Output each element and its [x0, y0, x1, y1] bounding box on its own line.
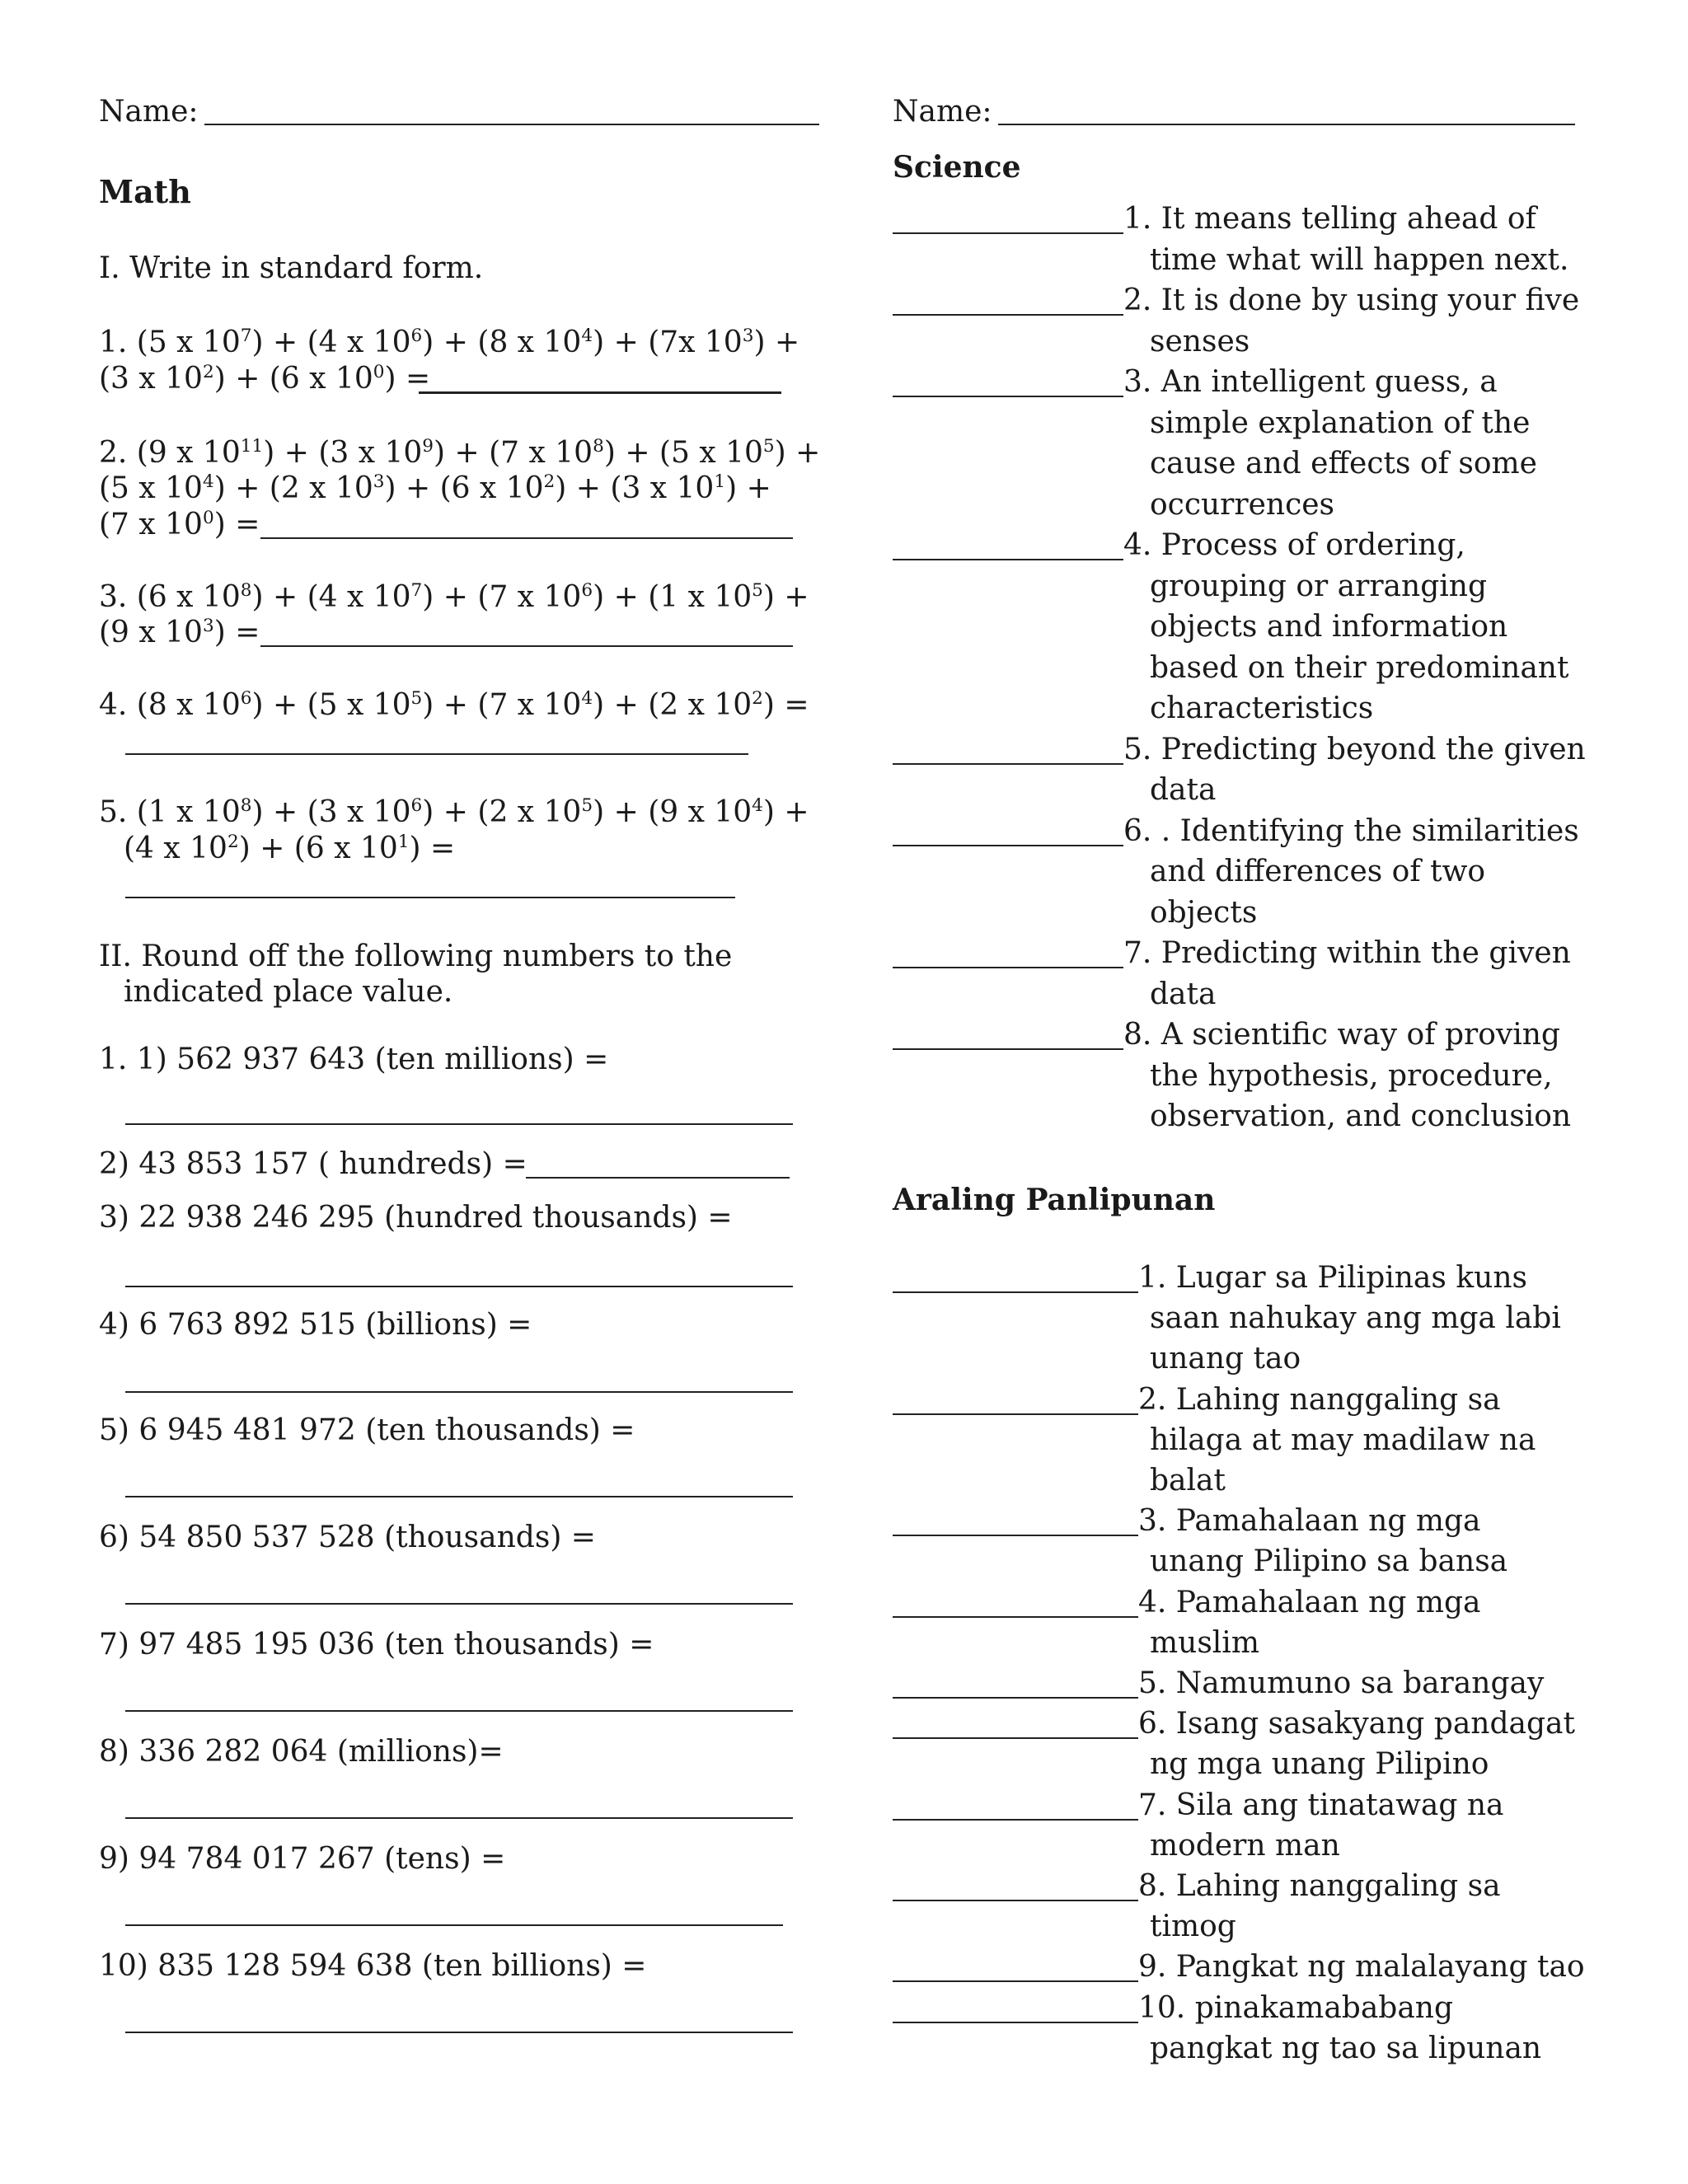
science-item-8-line-1: 8. A scientific way of proving [1123, 1018, 1560, 1052]
ap-item-1-line-1: 1. Lugar sa Pilipinas kuns [1138, 1261, 1527, 1295]
science-item-4-line-1: 4. Process of ordering, [1123, 528, 1465, 562]
science-answer-line-2[interactable] [893, 314, 1123, 316]
ap-answer-line-7[interactable] [893, 1819, 1138, 1821]
p1-q1-answer-line[interactable] [419, 391, 781, 394]
p1-q4-line1: 4. (8 x $10^6) + (5$ x $10^5) + (7$ x $10^4) + (2$ x $10^2$) = [99, 688, 809, 722]
science-item-7-line-2: data [1150, 977, 1217, 1011]
ap-item-7-line-1: 7. Sila ang tinatawag na [1138, 1788, 1504, 1822]
science-item-6-line-2: and differences of two [1150, 855, 1486, 888]
part2-heading-line1: II. Round off the following numbers to the [99, 940, 733, 973]
p2-item-2: 2) 43 853 157 ( hundreds) = [99, 1147, 528, 1181]
name-input-line-right[interactable] [998, 124, 1575, 125]
ap-item-1-line-3: unang tao [1150, 1342, 1301, 1376]
ap-answer-line-9[interactable] [893, 1980, 1138, 1982]
p2-item-2-answer-line[interactable] [526, 1177, 790, 1179]
p1-q2-line1: 2. (9 x $10^{11}) + (3$ x $10^9) + (7$ x $10^8) + (5$ x $10^5$) + [99, 436, 821, 470]
part2-heading-line2: indicated place value. [124, 975, 453, 1009]
ap-item-10-line-1: 10. pinakamababang [1138, 1990, 1454, 2025]
p1-q1-line1: 1. (5 x $10^7) + (4$ x $10^6) + (8$ x $10^4) + (7x$ $10^3$) + [99, 326, 800, 359]
part1-heading: I. Write in standard form. [99, 251, 484, 285]
science-item-8-line-2: the hypothesis, procedure, [1150, 1058, 1553, 1093]
ap-item-3-line-1: 3. Pamahalaan ng mga [1138, 1504, 1481, 1539]
science-item-3-line-1: 3. An intelligent guess, a [1123, 365, 1498, 399]
science-item-5-line-2: data [1150, 773, 1217, 807]
p2-item-5: 5) 6 945 481 972 (ten thousands) = [99, 1413, 635, 1447]
name-input-line[interactable] [204, 124, 819, 125]
science-answer-line-8[interactable] [893, 1048, 1123, 1050]
ap-answer-line-2[interactable] [893, 1413, 1138, 1415]
ap-item-9-line-1: 9. Pangkat ng malalayang tao [1138, 1950, 1585, 1985]
p1-q2-line2: (5 x $10^4) + (2$ x $10^3) + (6$ x $10^2) + (3$ x $10^1$) + [99, 471, 771, 505]
p2-item-9: 9) 94 784 017 267 (tens) = [99, 1842, 506, 1876]
ap-item-5-line-1: 5. Namumuno sa barangay [1138, 1666, 1545, 1700]
science-answer-line-7[interactable] [893, 967, 1123, 968]
science-item-4-line-4: based on their predominant [1150, 650, 1569, 685]
p2-item-3: 3) 22 938 246 295 (hundred thousands) = [99, 1201, 733, 1235]
ap-item-4-line-1: 4. Pamahalaan ng mga [1138, 1585, 1481, 1619]
p1-q5-line1: 5. (1 x $10^8) + (3$ x $10^6) + (2$ x $10^5) + (9$ x $10^4$) + [99, 795, 809, 829]
ap-heading: Araling Panlipunan [893, 1183, 1216, 1217]
ap-answer-line-4[interactable] [893, 1616, 1138, 1618]
ap-answer-line-1[interactable] [893, 1291, 1138, 1293]
p1-q3-line1: 3. (6 x $10^8) + (4$ x $10^7) + (7$ x $10^6) + (1$ x $10^5$) + [99, 580, 809, 614]
science-answer-line-6[interactable] [893, 845, 1123, 846]
science-item-1-line-1: 1. It means telling ahead of [1123, 202, 1536, 236]
ap-item-6-line-2: ng mga unang Pilipino [1150, 1747, 1489, 1782]
p2-item-6-answer-line[interactable] [125, 1603, 793, 1605]
science-answer-line-5[interactable] [893, 763, 1123, 765]
science-item-2-line-2: senses [1150, 324, 1250, 359]
p2-item-6: 6) 54 850 537 528 (thousands) = [99, 1521, 596, 1554]
science-item-6-line-1: 6. . Identifying the similarities [1123, 813, 1579, 848]
science-item-4-line-3: objects and information [1150, 610, 1508, 644]
p2-item-1-answer-line[interactable] [125, 1123, 793, 1125]
ap-answer-line-10[interactable] [893, 2022, 1138, 2023]
p2-item-10-answer-line[interactable] [125, 2032, 793, 2033]
science-item-8-line-3: observation, and conclusion [1150, 1099, 1572, 1133]
science-item-2-line-1: 2. It is done by using your five [1123, 284, 1580, 317]
p1-q2-answer-line[interactable] [260, 537, 793, 539]
ap-item-7-line-2: modern man [1150, 1828, 1340, 1863]
p1-q1-line2: (3 x $10^2) + (6$ x $10^0$) = [99, 362, 431, 396]
p2-item-1: 1. 1) 562 937 643 (ten millions) = [99, 1043, 609, 1076]
science-answer-line-1[interactable] [893, 232, 1123, 234]
ap-answer-line-6[interactable] [893, 1737, 1138, 1739]
science-answer-line-3[interactable] [893, 396, 1123, 397]
p1-q5-line2: (4 x $10^2) + (6$ x $10^1$) = [124, 832, 456, 865]
science-item-6-line-3: objects [1150, 895, 1258, 930]
p1-q3-line2: (9 x $10^3$) = [99, 616, 260, 649]
ap-item-1-line-2: saan nahukay ang mga labi [1150, 1301, 1561, 1336]
p2-item-7-answer-line[interactable] [125, 1710, 793, 1712]
p2-item-9-answer-line[interactable] [125, 1924, 783, 1926]
science-item-7-line-1: 7. Predicting within the given [1123, 936, 1571, 970]
p1-q2-line3: (7 x $10^0$) = [99, 508, 260, 541]
science-answer-line-4[interactable] [893, 559, 1123, 560]
p2-item-7: 7) 97 485 195 036 (ten thousands) = [99, 1628, 654, 1661]
p1-q5-answer-line[interactable] [125, 897, 735, 898]
ap-item-6-line-1: 6. Isang sasakyang pandagat [1138, 1707, 1575, 1741]
ap-answer-line-5[interactable] [893, 1697, 1138, 1699]
ap-item-2-line-3: balat [1150, 1464, 1226, 1497]
ap-answer-line-3[interactable] [893, 1535, 1138, 1536]
science-item-5-line-1: 5. Predicting beyond the given [1123, 732, 1586, 766]
ap-item-4-line-2: muslim [1150, 1625, 1259, 1660]
science-item-4-line-2: grouping or arranging [1150, 569, 1487, 603]
science-item-1-line-2: time what will happen next. [1150, 242, 1569, 277]
science-item-4-line-5: characteristics [1150, 691, 1374, 725]
science-item-3-line-3: cause and effects of some [1150, 447, 1537, 480]
ap-item-2-line-2: hilaga at may madilaw na [1150, 1422, 1536, 1457]
p2-item-8-answer-line[interactable] [125, 1817, 793, 1819]
p1-q4-answer-line[interactable] [125, 753, 748, 755]
p2-item-4-answer-line[interactable] [125, 1391, 793, 1393]
ap-item-3-line-2: unang Pilipino sa bansa [1150, 1544, 1508, 1579]
p2-item-5-answer-line[interactable] [125, 1496, 793, 1497]
p2-item-8: 8) 336 282 064 (millions)= [99, 1735, 504, 1769]
ap-item-2-line-1: 2. Lahing nanggaling sa [1138, 1382, 1501, 1417]
ap-item-10-line-2: pangkat ng tao sa lipunan [1150, 2031, 1542, 2065]
p2-item-3-answer-line[interactable] [125, 1286, 793, 1287]
science-heading: Science [893, 150, 1021, 185]
name-label-right: Name: [893, 95, 992, 129]
science-item-3-line-4: occurrences [1150, 487, 1335, 522]
ap-item-8-line-2: timog [1150, 1910, 1236, 1944]
science-item-3-line-2: simple explanation of the [1150, 405, 1531, 440]
ap-answer-line-8[interactable] [893, 1900, 1138, 1901]
name-label: Name: [99, 95, 199, 129]
math-heading: Math [99, 173, 191, 210]
ap-item-8-line-1: 8. Lahing nanggaling sa [1138, 1869, 1501, 1903]
p2-item-10: 10) 835 128 594 638 (ten billions) = [99, 1949, 647, 1983]
p2-item-4: 4) 6 763 892 515 (billions) = [99, 1308, 532, 1342]
p1-q3-answer-line[interactable] [260, 645, 793, 647]
